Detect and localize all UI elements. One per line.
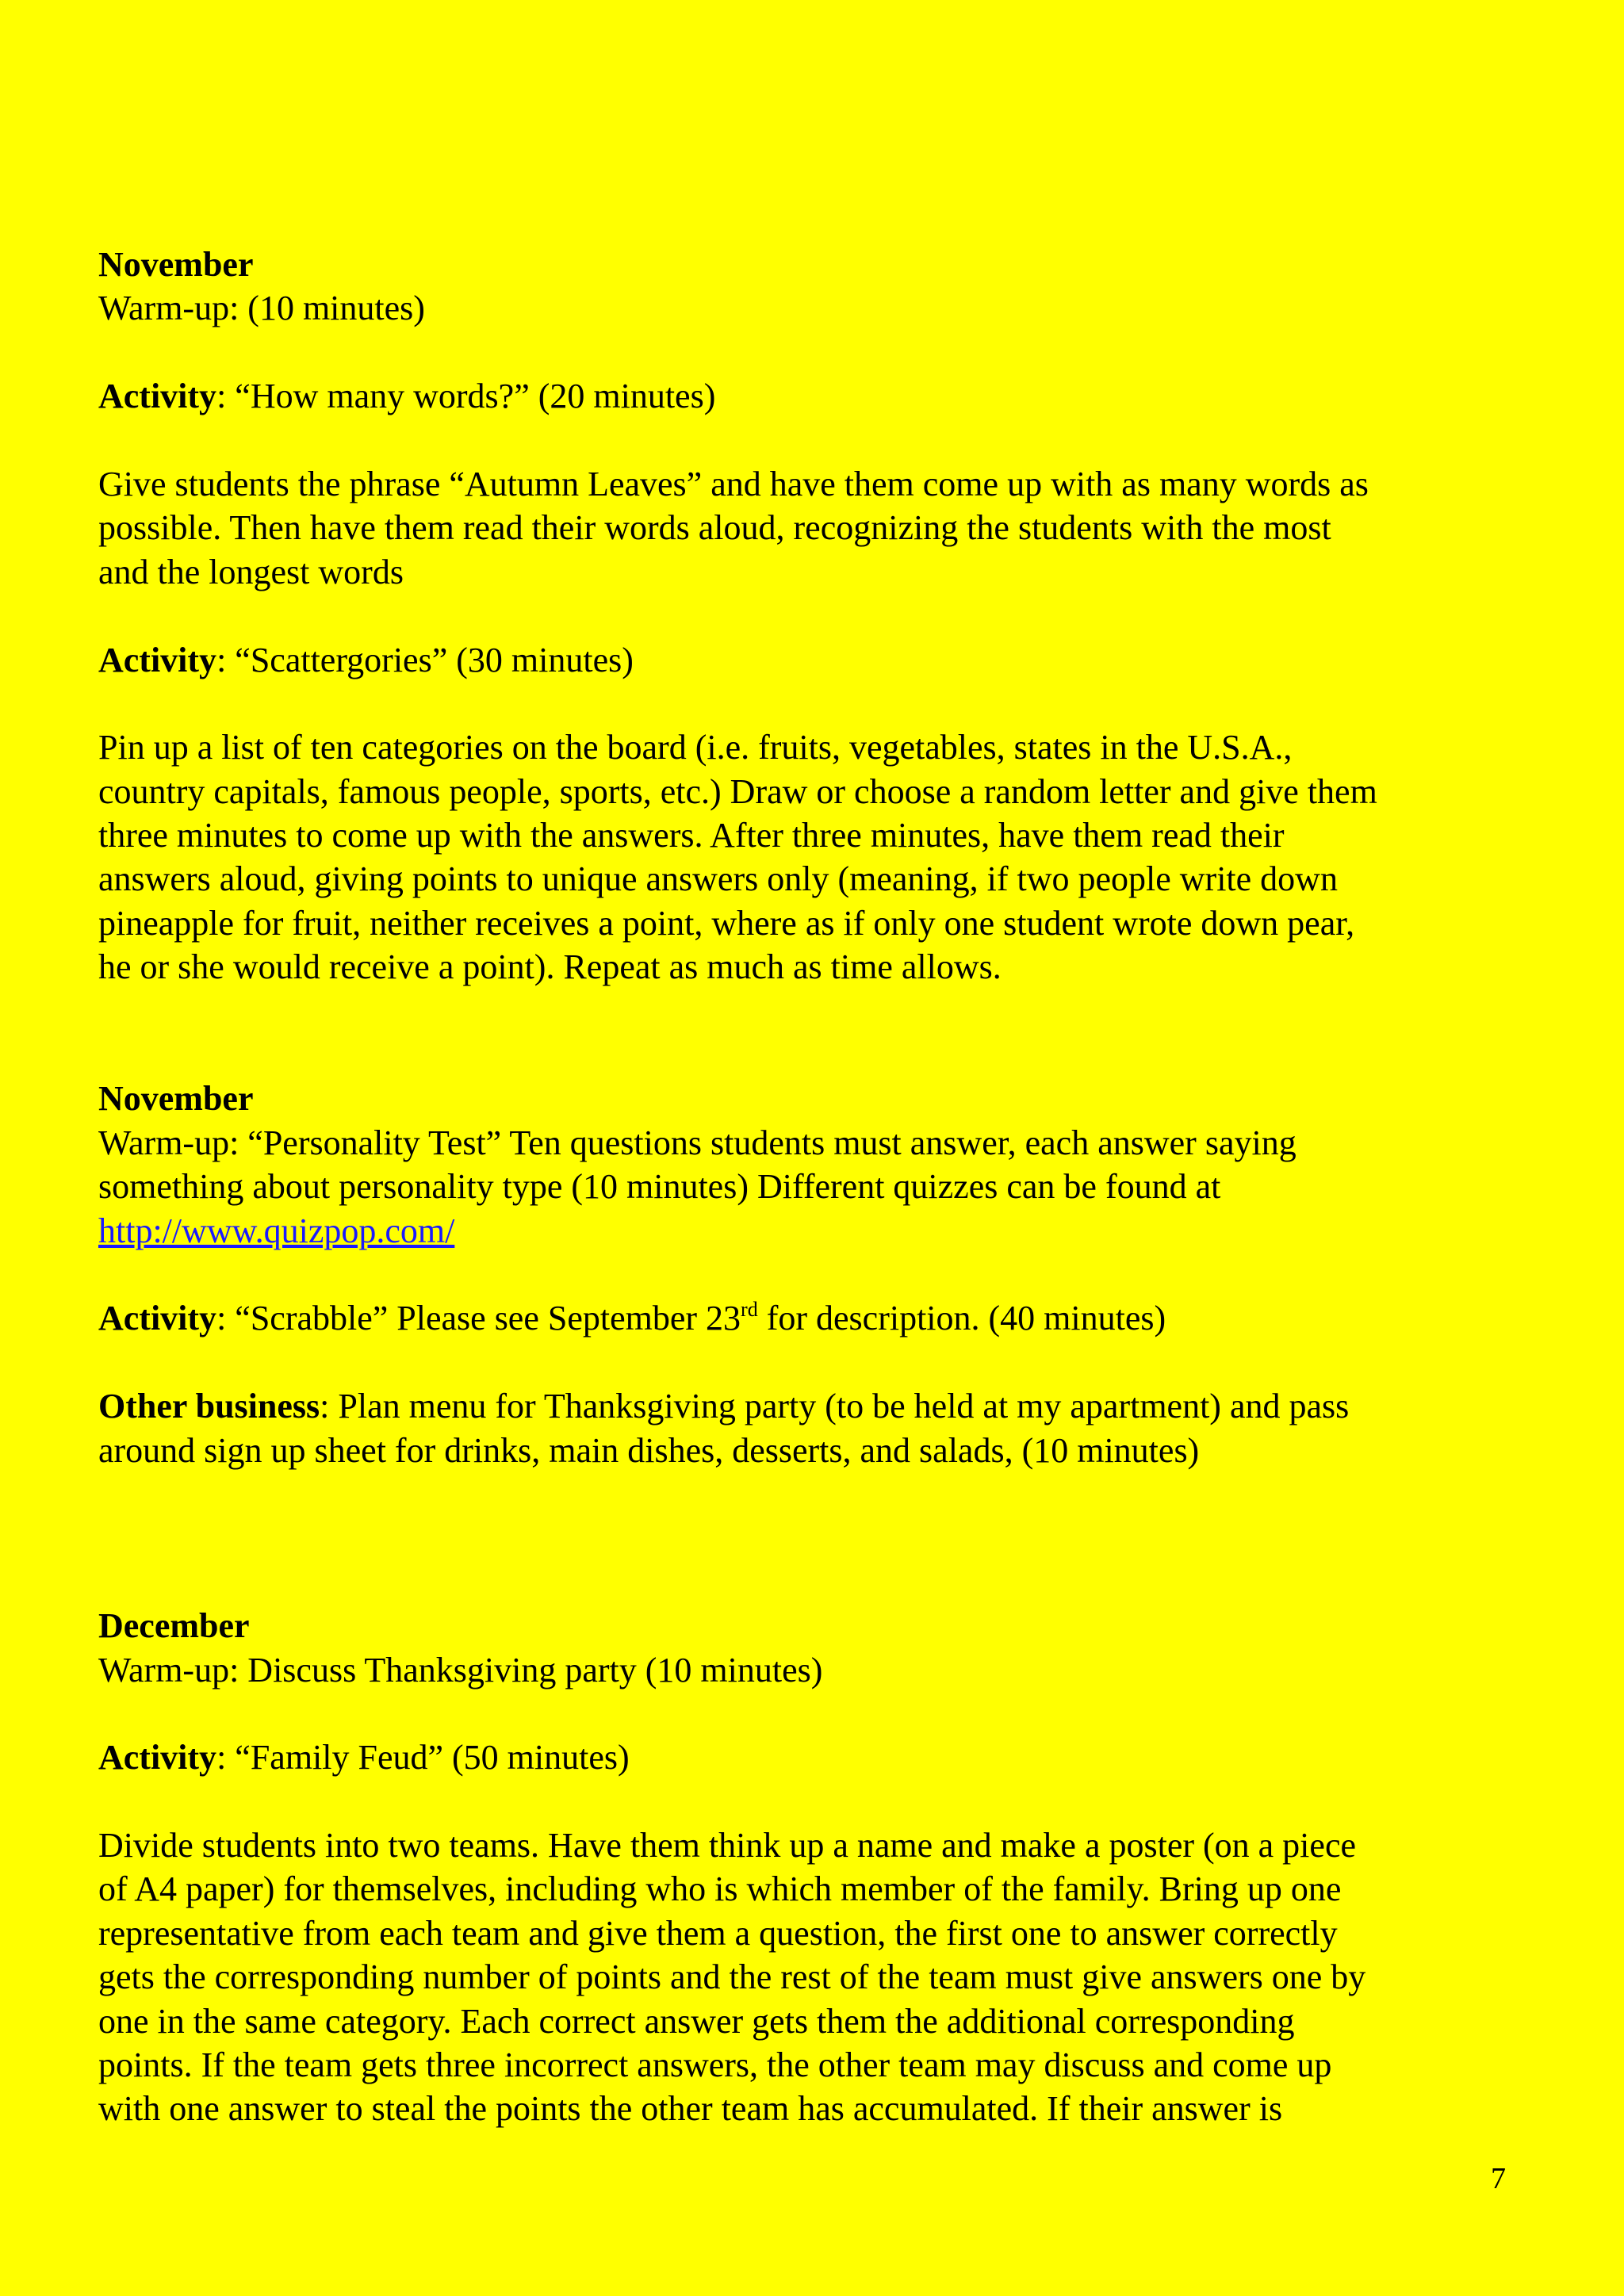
spacer [98,331,1526,374]
warmup-text: Warm-up: (10 minutes) [98,289,425,328]
paragraph-line: gets the corresponding number of points and the rest of the team must give answers one by [98,1957,1366,1997]
warmup-text: Warm-up: “Personality Test” Ten questions students must answer, each answer saying [98,1123,1297,1162]
activity-text: : “Scattergories” (30 minutes) [216,640,634,679]
paragraph-line: one in the same category. Each correct answer gets them the additional corresponding [98,2001,1295,2041]
paragraph-line: pineapple for fruit, neither receives a point, where as if only one student wrote down pear, [98,903,1355,943]
paragraph-line: of A4 paper) for themselves, including who is which member of the family. Bring up one [98,1869,1342,1909]
paragraph-line: points. If the team gets three incorrect answers, the other team may discuss and come up [98,2045,1332,2085]
warmup-text: something about personality type (10 minutes) Different quizzes can be found at [98,1167,1221,1207]
paragraph-line: representative from each team and give them a question, the first one to answer correctly [98,1913,1338,1953]
link-line [98,1209,1526,1253]
section-heading-november-1: November [98,245,254,284]
spacer [98,682,1526,725]
paragraph-line: country capitals, famous people, sports, etc.) Draw or choose a random letter and give them [98,771,1377,811]
spacer [98,1341,1526,1384]
spacer [98,1560,1526,1604]
paragraph-line: Pin up a list of ten categories on the board (i.e. fruits, vegetables, states in the U.S.A., [98,728,1293,767]
ordinal-superscript: rd [741,1297,758,1321]
activity-label: Activity [98,377,217,416]
other-business-text: around sign up sheet for drinks, main dishes, desserts, and salads, (10 minutes) [98,1430,1200,1470]
spacer [98,419,1526,462]
spacer [98,1780,1526,1823]
paragraph-line: and the longest words [98,552,404,591]
activity-text: : “Scrabble” Please see September 23 [216,1299,741,1338]
paragraph-line: possible. Then have them read their words aloud, recognizing the students with the most [98,508,1331,548]
activity-text: : “Family Feud” (50 minutes) [216,1738,630,1777]
activity-line [98,1735,1526,1779]
other-business-line [98,1384,1526,1428]
other-business-text: : Plan menu for Thanksgiving party (to be held at my apartment) and pass [320,1387,1350,1426]
paragraph-line: answers aloud, giving points to unique answers only (meaning, if two people write down [98,859,1338,899]
spacer [98,989,1526,1033]
page-body [98,243,1526,2131]
page-number: 7 [1491,2162,1506,2195]
activity-line [98,1296,1526,1340]
quizpop-link[interactable]: http://www.quizpop.com/ [98,1211,455,1250]
spacer [98,1516,1526,1559]
activity-label: Activity [98,640,217,679]
other-business-label: Other business [98,1387,320,1426]
spacer [98,1033,1526,1077]
paragraph-line: he or she would receive a point). Repeat as much as time allows. [98,947,1002,987]
paragraph-line: Divide students into two teams. Have them think up a name and make a poster (on a piece [98,1826,1356,1866]
activity-line [98,374,1526,418]
spacer [98,1253,1526,1296]
spacer [98,594,1526,637]
activity-line [98,638,1526,682]
activity-text: : “How many words?” (20 minutes) [216,377,716,416]
section-heading-december: December [98,1606,250,1646]
activity-label: Activity [98,1738,217,1777]
spacer [98,1472,1526,1516]
spacer [98,1692,1526,1735]
paragraph-line: three minutes to come up with the answers. After three minutes, have them read their [98,816,1285,855]
activity-label: Activity [98,1299,217,1338]
paragraph-line: Give students the phrase “Autumn Leaves” and have them come up with as many words as [98,464,1369,503]
activity-text: for description. (40 minutes) [757,1299,1166,1338]
section-heading-november-2: November [98,1079,254,1119]
warmup-text: Warm-up: Discuss Thanksgiving party (10 minutes) [98,1650,823,1689]
paragraph-line: with one answer to steal the points the other team has accumulated. If their answer is [98,2089,1283,2129]
